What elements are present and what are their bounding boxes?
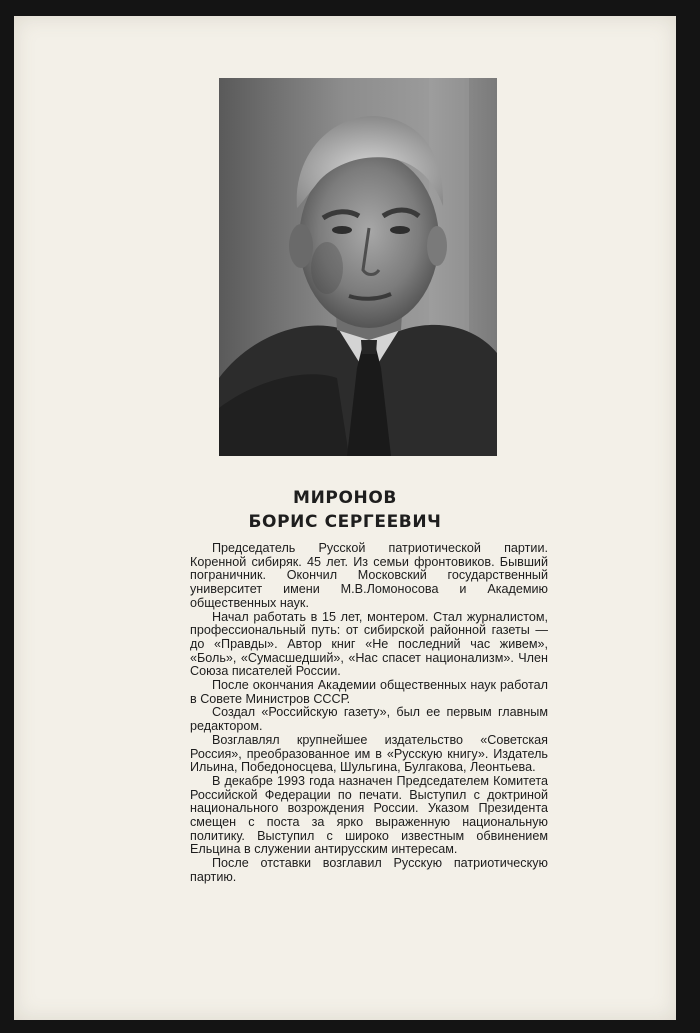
person-given-names: БОРИС СЕРГЕЕВИЧ xyxy=(248,512,442,532)
bio-paragraph: После отставки возглавил Русскую патриотическую партию. xyxy=(190,856,548,884)
name-heading xyxy=(14,486,676,534)
bio-paragraph: В декабре 1993 года назначен Председателем Комитета Российской Федерации по печати. Выступил с доктриной национального возрождения России. Указом Президента смещен с поста за ярко выраженную национальную политику. Выступил с широко известным обвинением Ельцина в служении антирусским интересам. xyxy=(190,773,548,857)
bio-paragraph: Начал работать в 15 лет, монтером. Стал журналистом, профессиональный путь: от сибирской районной газеты — до «Правды». Автор книг «Не последний час живем», «Боль», «Сумасшедший», «Нас спасет национализм». Член Союза писателей России. xyxy=(190,609,548,679)
bio-paragraph: Возглавлял крупнейшее издательство «Советская Россия», преобразованное им в «Русскую книгу». Издатель Ильина, Победоносцева, Шульгина, Булгакова, Леонтьева. xyxy=(190,732,548,775)
biography-text xyxy=(190,542,548,885)
portrait-photo xyxy=(219,78,497,456)
bio-paragraph: Председатель Русской патриотической партии. Коренной сибиряк. 45 лет. Из семьи фронтовиков. Бывший пограничник. Окончил Московский государственный университет имени М.В.Ломоносова и Академию общественных наук. xyxy=(190,541,548,610)
leaflet-page xyxy=(14,16,676,1020)
bio-paragraph: После окончания Академии общественных наук работал в Совете Министров СССР. xyxy=(190,678,548,706)
person-surname: МИРОНОВ xyxy=(293,488,397,508)
portrait-illustration xyxy=(219,78,497,456)
bio-paragraph: Создал «Российскую газету», был ее первым главным редактором. xyxy=(190,705,548,734)
